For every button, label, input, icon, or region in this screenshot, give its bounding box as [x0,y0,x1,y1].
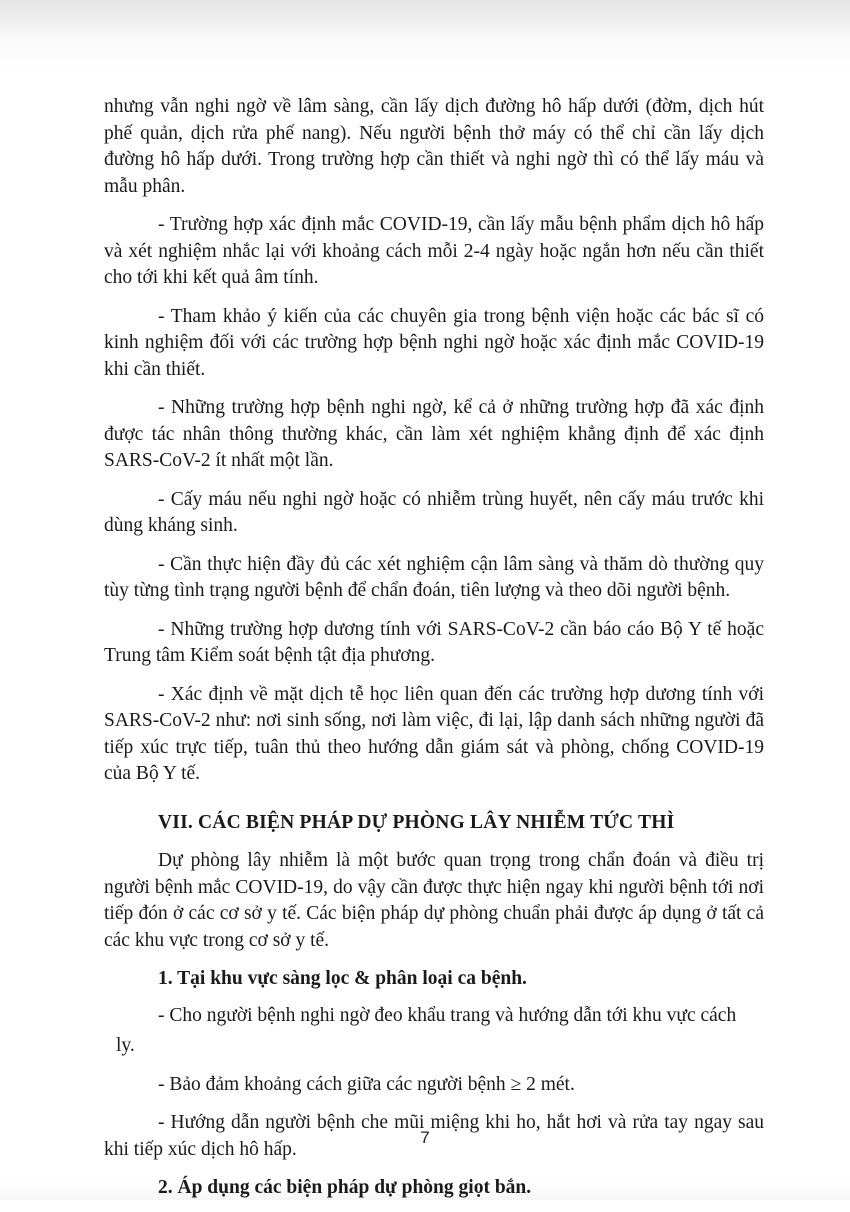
subsection-1-item-3: - Hướng dẫn người bệnh che mũi miệng khi ho, hắt hơi và rửa tay ngay sau khi tiếp xúc dịch hô hấp. [104,1112,764,1160]
paragraph-reporting: - Những trường hợp dương tính với SARS-CoV-2 cần báo cáo Bộ Y tế hoặc Trung tâm Kiểm soát bệnh tật địa phương. [104,618,764,666]
subsection-1-item-2: - Bảo đảm khoảng cách giữa các người bệnh ≥ 2 mét. [158,1073,575,1095]
document-body [104,94,764,1212]
page-number: 7 [420,1128,430,1147]
section-heading: VII. CÁC BIỆN PHÁP DỰ PHÒNG LÂY NHIỄM TỨC THÌ [158,811,675,833]
paragraph-suspected-case-testing: - Những trường hợp bệnh nghi ngờ, kể cả ở những trường hợp đã xác định được tác nhân thông thường khác, cần làm xét nghiệm khẳng định để xác định SARS-CoV-2 ít nhất một lần. [104,397,764,471]
paragraph-epidemiology: - Xác định về mặt dịch tễ học liên quan đến các trường hợp dương tính với SARS-CoV-2 như: nơi sinh sống, nơi làm việc, đi lại, lập danh sách những người đã tiếp xúc trực tiếp, tuân thủ theo hướng dẫn giám sát và phòng, chống COVID-19 của Bộ Y tế. [104,683,764,784]
subsection-1-heading: 1. Tại khu vực sàng lọc & phân loại ca bệnh. [158,968,527,989]
paragraph-expert-consultation: - Tham khảo ý kiến của các chuyên gia trong bệnh viện hoặc các bác sĩ có kinh nghiệm đối với các trường hợp bệnh nghi ngờ hoặc xác định mắc COVID-19 khi cần thiết. [104,305,764,380]
scan-shadow [0,0,850,40]
paragraph-clinical-tests: - Cần thực hiện đầy đủ các xét nghiệm cận lâm sàng và thăm dò thường quy tùy từng tình trạng người bệnh để chẩn đoán, tiên lượng và theo dõi người bệnh. [104,553,764,601]
paragraph-blood-culture: - Cấy máu nếu nghi ngờ hoặc có nhiễm trùng huyết, nên cấy máu trước khi dùng kháng sinh. [104,488,764,536]
paragraph-confirmed-case-testing: - Trường hợp xác định mắc COVID-19, cần lấy mẫu bệnh phẩm dịch hô hấp và xét nghiệm nhắc lại với khoảng cách mỗi 2-4 ngày hoặc ngắn hơn nếu cần thiết cho tới khi kết quả âm tính. [104,214,764,288]
paragraph-continuation: nhưng vẫn nghi ngờ về lâm sàng, cần lấy dịch đường hô hấp dưới (đờm, dịch hút phế quản, dịch rửa phế nang). Nếu người bệnh thở máy có thể chỉ cần lấy dịch đường hô hấp dưới. Trong trường hợp cần thiết và nghi ngờ thì có thể lấy máu và mẫu phân. [104,96,764,197]
subsection-2-heading: 2. Áp dụng các biện pháp dự phòng giọt bắn. [158,1177,532,1198]
subsection-1-item-1: - Cho người bệnh nghi ngờ đeo khẩu trang và hướng dẫn tới khu vực cách [158,1004,737,1026]
section-intro: Dự phòng lây nhiễm là một bước quan trọng trong chẩn đoán và điều trị người bệnh mắc COVID-19, do vậy cần được thực hiện ngay khi người bệnh tới nơi tiếp đón ở các cơ sở y tế. Các biện pháp dự phòng chuẩn phải được áp dụng ở tất cả các khu vực trong cơ sở y tế. [104,850,764,951]
subsection-1-item-1-tail: ly. [116,1035,135,1056]
